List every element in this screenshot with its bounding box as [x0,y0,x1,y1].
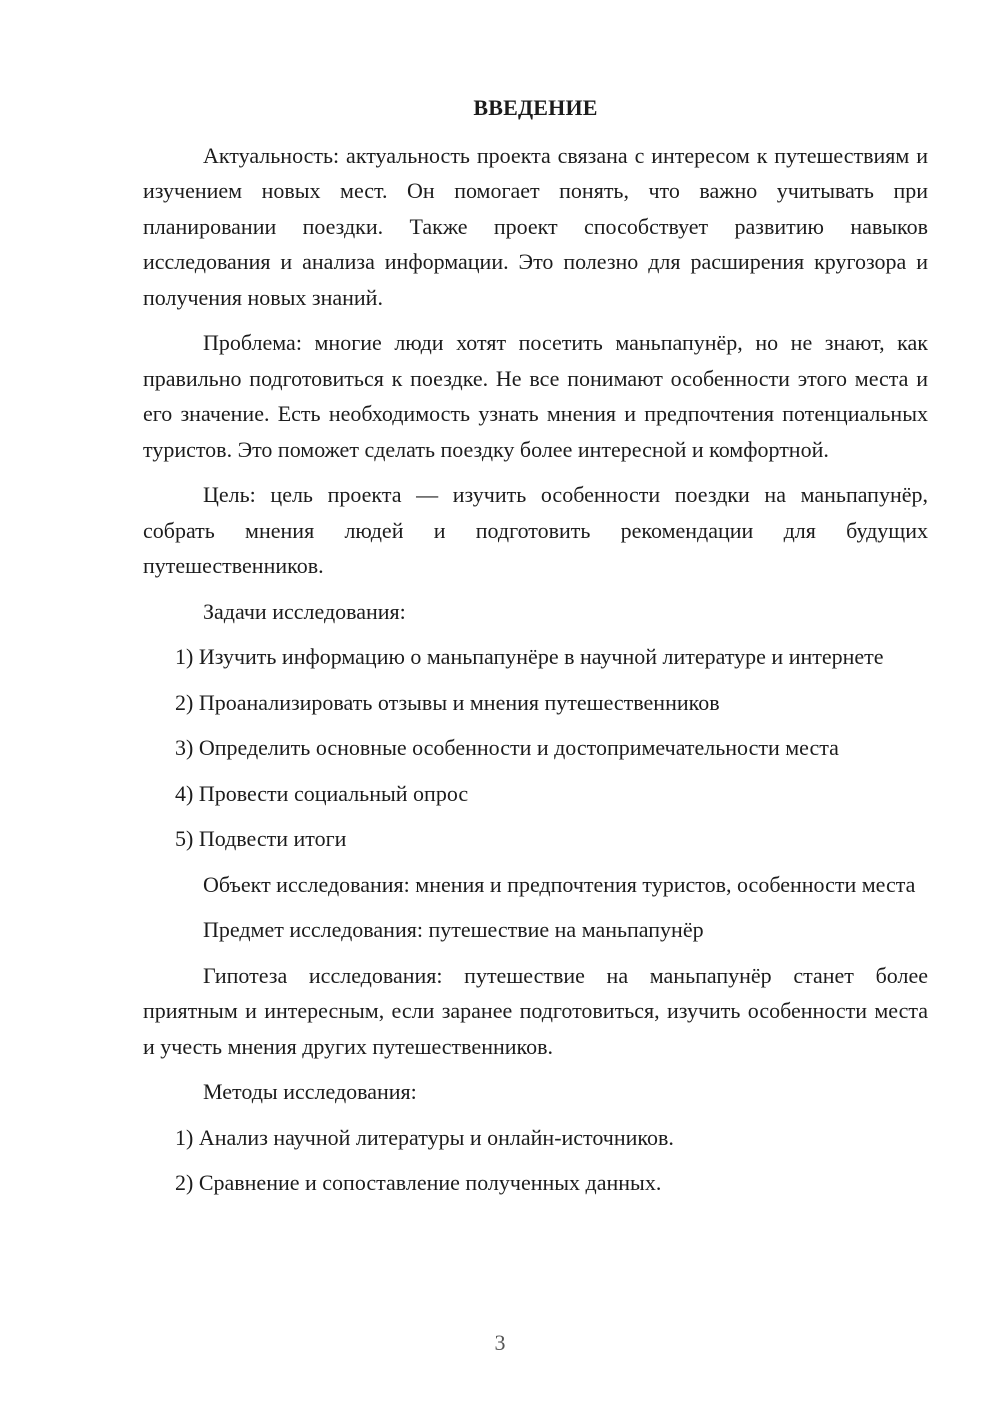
task-item-2: 2) Проанализировать отзывы и мнения путешественников [175,689,720,715]
page-title: ВВЕДЕНИЕ [473,95,598,120]
method-item-1: 1) Анализ научной литературы и онлайн-источников. [175,1124,674,1150]
goal-paragraph: Цель: цель проекта — изучить особенности поездки на маньпапунёр, собрать мнения людей и подготовить рекомендации для будущих путешественников. [143,482,928,578]
problem-paragraph: Проблема: многие люди хотят посетить маньпапунёр, но не знают, как правильно подготовиться к поездке. Не все понимают особенности этого места и его значение. Есть необходимость узнать мнения и предпочтения потенциальных туристов. Это поможет сделать поездку более интересной и комфортной. [143,330,928,462]
object-paragraph: Объект исследования: мнения и предпочтения туристов, особенности места [203,871,916,897]
task-item-1: 1) Изучить информацию о маньпапунёре в научной литературе и интернете [175,644,884,669]
methods-heading: Методы исследования: [203,1079,417,1104]
relevance-paragraph: Актуальность: актуальность проекта связана с интересом к путешествиям и изучением новых мест. Он помогает понять, что важно учитывать при планировании поездки. Также проект способствует развитию навыков исследования и анализа информации. Это полезно для расширения кругозора и получения новых знаний. [143,142,928,310]
method-item-2: 2) Сравнение и сопоставление полученных данных. [175,1170,662,1195]
subject-line: Предмет исследования: путешествие на маньпапунёр [203,917,704,942]
tasks-heading: Задачи исследования: [203,598,406,624]
page-number: 3 [494,1330,506,1355]
task-item-5: 5) Подвести итоги [175,826,347,851]
task-item-4: 4) Провести социальный опрос [175,780,469,806]
hypothesis-paragraph: Гипотеза исследования: путешествие на маньпапунёр станет более приятным и интересным, если заранее подготовиться, изучить особенности места и учесть мнения других путешественников. [143,962,928,1059]
task-item-3: 3) Определить основные особенности и достопримечательности места [175,735,839,760]
document-page [143,90,928,1211]
